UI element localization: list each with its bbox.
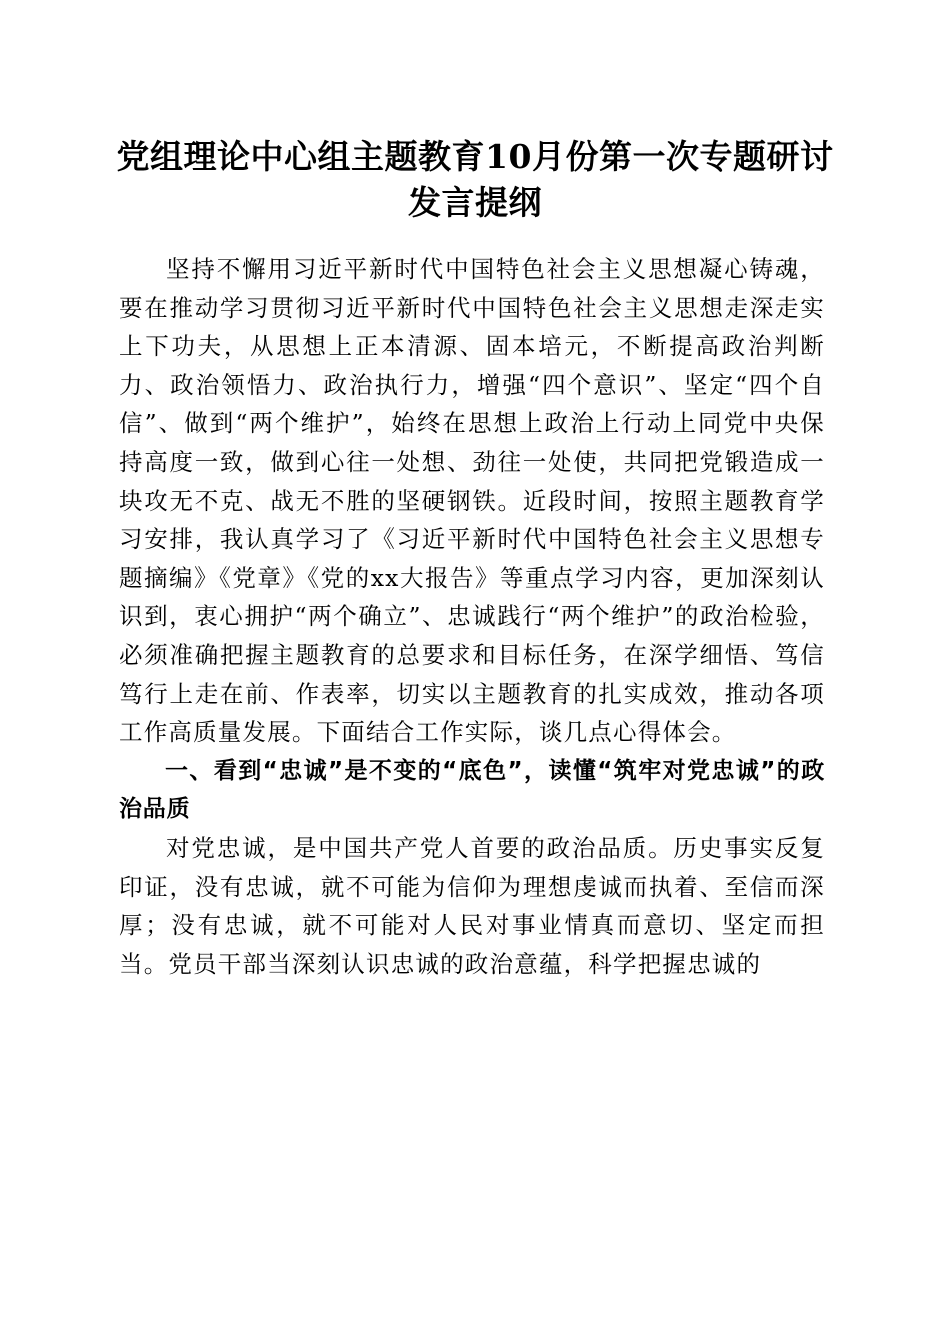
section-1-paragraph: 对党忠诚，是中国共产党人首要的政治品质。历史事实反复印证，没有忠诚，就不可能为信仰为理想虔诚而执着、至信而深厚；没有忠诚，就不可能对人民对事业情真而意切、坚定而担当。党员干部当深刻认识忠诚的政治意蕴，科学把握忠诚的	[119, 833, 825, 978]
document-body	[119, 250, 825, 983]
section-1-heading: 一、看到“忠诚”是不变的“底色”，读懂“筑牢对党忠诚”的政治品质	[119, 757, 825, 823]
intro-paragraph: 坚持不懈用习近平新时代中国特色社会主义思想凝心铸魂，要在推动学习贯彻习近平新时代中国特色社会主义思想走深走实上下功夫，从思想上正本清源、固本培元，不断提高政治判断力、政治领悟力、政治执行力，增强“四个意识”、坚定“四个自信”、做到“两个维护”，始终在思想上政治上行动上同党中央保持高度一致，做到心往一处想、劲往一处使，共同把党锻造成一块攻无不克、战无不胜的坚硬钢铁。近段时间，按照主题教育学习安排，我认真学习了《习近平新时代中国特色社会主义思想专题摘编》《党章》《党的xx大报告》等重点学习内容，更加深刻认识到，衷心拥护“两个确立”、忠诚践行“两个维护”的政治检验，必须准确把握主题教育的总要求和目标任务，在深学细悟、笃信笃行上走在前、作表率，切实以主题教育的扎实成效，推动各项工作高质量发展。下面结合工作实际，谈几点心得体会。	[119, 255, 825, 747]
document-title: 党组理论中心组主题教育10月份第一次专题研讨发言提纲	[116, 137, 834, 222]
